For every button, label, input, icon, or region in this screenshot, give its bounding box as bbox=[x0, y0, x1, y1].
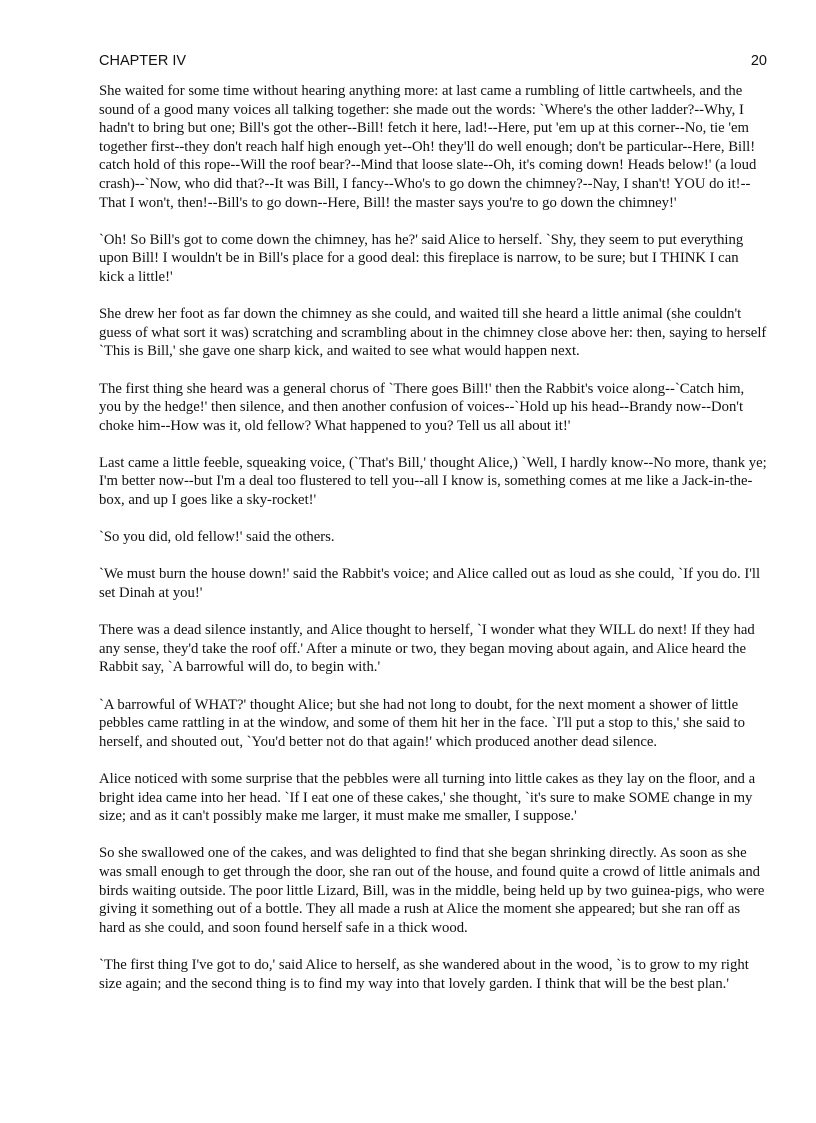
paragraph: `So you did, old fellow!' said the others. bbox=[99, 529, 335, 546]
paragraph: She waited for some time without hearing anything more: at last came a rumbling of little cartwheels, and the sound of a good many voices all talking together: she made out the words: `Where's the other ladder?--Why, I hadn't to bring but one; Bill's got the other--Bill! fetch it here, lad!--Here, put 'em up at this corner--No, tie 'em together first--they don't reach half high enough yet--Oh! they'll do well enough; don't be particular--Here, Bill! catch hold of this rope--Will the roof bear?--Mind that loose slate--Oh, it's coming down! Heads below!' (a loud crash)--`Now, who did that?--It was Bill, I fancy--Who's to go down the chimney?--Nay, I shan't! YOU do it!--That I won't, then!--Bill's to go down--Here, Bill! the master says you're to go down the chimney!' bbox=[99, 83, 757, 211]
paragraph: `A barrowful of WHAT?' thought Alice; but she had not long to doubt, for the next moment a shower of little pebbles came rattling in at the window, and some of them hit her in the face. `I'll put a stop to this,' she said to herself, and shouted out, `You'd better not do that again!' which produced another dead silence. bbox=[99, 696, 745, 750]
chapter-title: CHAPTER IV bbox=[99, 53, 187, 69]
page-number: 20 bbox=[750, 53, 767, 69]
chapter-body bbox=[99, 82, 767, 993]
paragraph: `The first thing I've got to do,' said Alice to herself, as she wandered about in the wood, `is to grow to my right size again; and the second thing is to find my way into that lovely garden. I think that will be the best plan.' bbox=[99, 956, 749, 992]
paragraph: `We must burn the house down!' said the Rabbit's voice; and Alice called out as loud as she could, `If you do. I'll set Dinah at you!' bbox=[99, 566, 761, 602]
paragraph: `Oh! So Bill's got to come down the chimney, has he?' said Alice to herself. `Shy, they seem to put everything upon Bill! I wouldn't be in Bill's place for a good deal: this fireplace is narrow, to be sure; but I THINK I can kick a little!' bbox=[99, 231, 744, 285]
paragraph: She drew her foot as far down the chimney as she could, and waited till she heard a little animal (she couldn't guess of what sort it was) scratching and scrambling about in the chimney close above her: then, saying to herself `This is Bill,' she gave one sharp kick, and waited to see what would happen next. bbox=[99, 306, 767, 360]
paragraph: Last came a little feeble, squeaking voice, (`That's Bill,' thought Alice,) `Well, I hardly know--No more, thank ye; I'm better now--but I'm a deal too flustered to tell you--all I know is, something comes at me like a Jack-in-the-box, and up I goes like a sky-rocket!' bbox=[99, 454, 767, 509]
paragraph: There was a dead silence instantly, and Alice thought to herself, `I wonder what they WILL do next! If they had any sense, they'd take the roof off.' After a minute or two, they began moving about again, and Alice heard the Rabbit say, `A barrowful will do, to begin with.' bbox=[99, 622, 755, 676]
document-page bbox=[99, 52, 767, 1012]
paragraph: The first thing she heard was a general chorus of `There goes Bill!' then the Rabbit's voice along--`Catch him, you by the hedge!' then silence, and then another confusion of voices--`Hold up his head--Brandy now--Don't choke him--How was it, old fellow? What happened to you? Tell us all about it!' bbox=[99, 380, 745, 434]
running-header bbox=[99, 52, 767, 70]
paragraph: So she swallowed one of the cakes, and was delighted to find that she began shrinking directly. As soon as she was small enough to get through the door, she ran out of the house, and found quite a crowd of little animals and birds waiting outside. The poor little Lizard, Bill, was in the middle, being held up by two guinea-pigs, who were giving it something out of a bottle. They all made a rush at Alice the moment she appeared; but she ran off as hard as she could, and soon found herself safe in a thick wood. bbox=[99, 845, 765, 936]
paragraph: Alice noticed with some surprise that the pebbles were all turning into little cakes as they lay on the floor, and a bright idea came into her head. `If I eat one of these cakes,' she thought, `it's sure to make SOME change in my size; and as it can't possibly make me larger, it must make me smaller, I suppose.' bbox=[99, 770, 756, 825]
